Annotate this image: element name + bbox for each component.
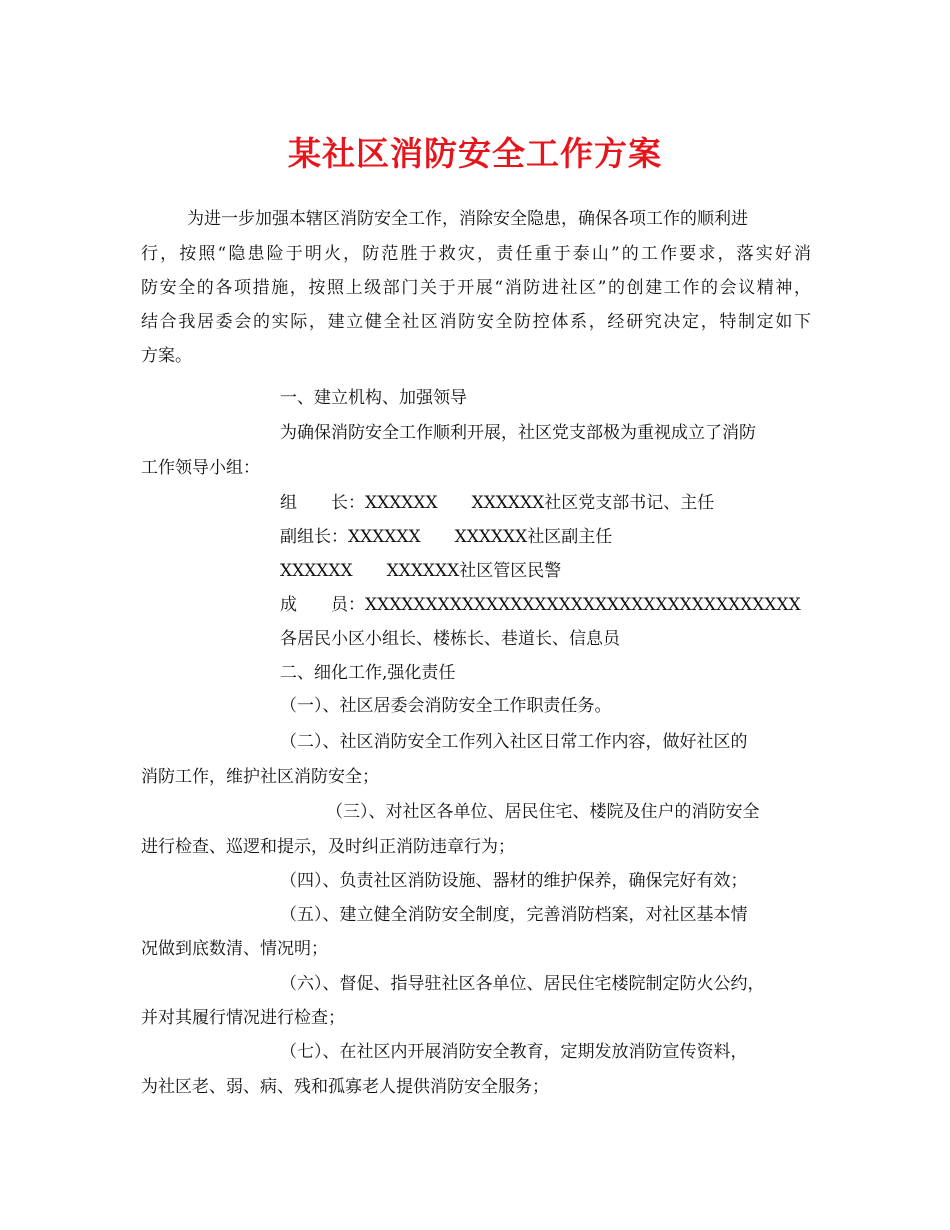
list-item: （三）、对社区各单位、居民住宅、楼院及住户的消防安全 xyxy=(326,802,760,822)
list-item-continuation: 消防工作，维护社区消防安全； xyxy=(141,767,379,787)
list-item-continuation: 进行检查、巡逻和提示，及时纠正消防违章行为； xyxy=(141,837,515,857)
intro-line: 方案。 xyxy=(141,346,192,366)
document-title: 某社区消防安全工作方案 xyxy=(288,134,662,173)
list-item: （二）、社区消防安全工作列入社区日常工作内容，做好社区的 xyxy=(280,732,748,752)
list-item: （一）、社区居委会消防安全工作职责任务。 xyxy=(280,696,612,716)
section-heading: 二、细化工作,强化责任 xyxy=(280,663,456,683)
paragraph-line: 工作领导小组： xyxy=(141,458,260,478)
member-line: 副组长：XXXXXX XXXXXX社区副主任 xyxy=(280,527,613,547)
list-item: （七）、在社区内开展消防安全教育，定期发放消防宣传资料， xyxy=(280,1042,748,1062)
section-heading: 一、建立机构、加强领导 xyxy=(280,388,467,408)
list-item: （五）、建立健全消防安全制度，完善消防档案，对社区基本情 xyxy=(280,905,748,925)
paragraph-line: 为确保消防安全工作顺利开展，社区党支部极为重视成立了消防 xyxy=(280,423,756,443)
list-item: （六）、督促、指导驻社区各单位、居民住宅楼院制定防火公约， xyxy=(280,974,765,994)
list-item-continuation: 况做到底数清、情况明； xyxy=(141,939,328,959)
intro-line: 为进一步加强本辖区消防安全工作，消除安全隐患，确保各项工作的顺利进 xyxy=(187,209,748,229)
member-line: XXXXXX XXXXXX社区管区民警 xyxy=(280,561,562,581)
intro-line: 行，按照“隐患险于明火，防范胜于救灾，责任重于泰山”的工作要求，落实好消 xyxy=(141,244,811,264)
list-item-continuation: 并对其履行情况进行检查； xyxy=(141,1008,345,1028)
list-item-continuation: 为社区老、弱、病、残和孤寡老人提供消防安全服务； xyxy=(141,1077,549,1097)
intro-line: 结合我居委会的实际，建立健全社区消防安全防控体系，经研究决定，特制定如下 xyxy=(141,312,811,332)
intro-line: 防安全的各项措施，按照上级部门关于开展“消防进社区”的创建工作的会议精神， xyxy=(141,278,811,298)
member-line: 成 员：XXXXXXXXXXXXXXXXXXXXXXXXXXXXXXXXXXXX xyxy=(280,595,801,615)
member-line: 组 长：XXXXXX XXXXXX社区党支部书记、主任 xyxy=(280,493,715,513)
member-line: 各居民小区小组长、楼栋长、巷道长、信息员 xyxy=(280,629,620,649)
list-item: （四）、负责社区消防设施、器材的维护保养，确保完好有效； xyxy=(280,871,748,891)
